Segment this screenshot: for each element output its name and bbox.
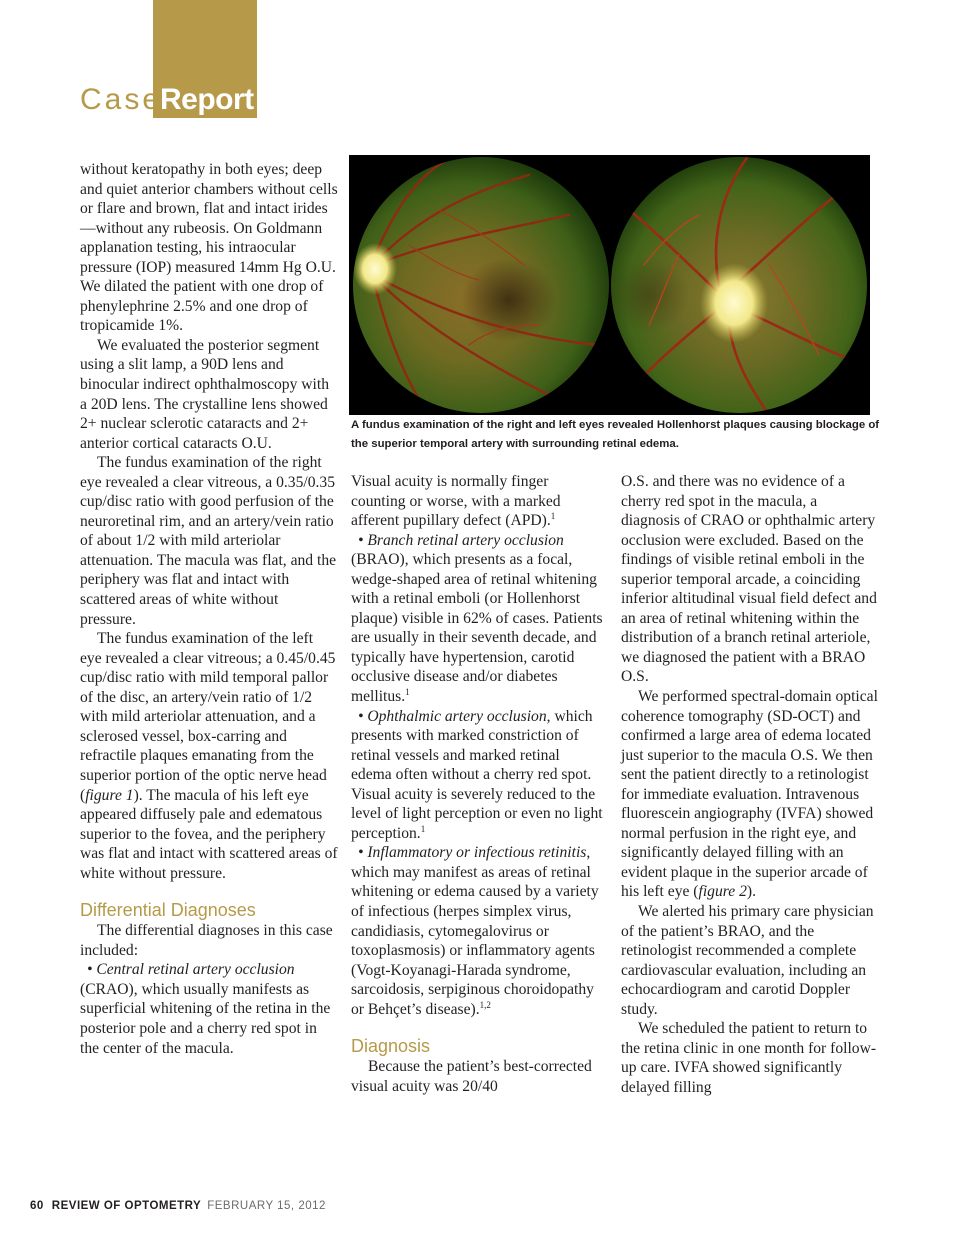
col1-paragraph-3: The fundus examination of the right eye revealed a clear vitreous, a 0.35/0.35 cup/disc ratio with good perfusion of the neuroretinal rim, and an artery/vein ratio of about 1/2 with mild arteriolar attenuation. The macula was flat, and the periphery was flat and intact with scattered areas of white without pressure.	[80, 454, 337, 628]
col2-paragraph-2: Because the patient’s best-corrected visual acuity was 20/40	[351, 1058, 592, 1095]
col3-paragraph-4: We scheduled the patient to return to the retina clinic in one month for follow-up care. IVFA showed significantly delayed filling	[621, 1020, 877, 1096]
bullet-retinitis-title: • Inflammatory or infectious retinitis	[358, 844, 587, 862]
page-number: 60	[30, 1200, 44, 1212]
figure-1-reference: figure 1	[85, 786, 134, 804]
col3-paragraph-1: O.S. and there was no evidence of a cherry red spot in the macula, a diagnosis of CRAO or ophthalmic artery occlusion were excluded. Based on the findings of visible retinal emboli in the superior temporal arcade, a coinciding inferior altitudinal visual field defect and an area of retinal whitening within the distribution of a branch retinal arteriole, we diagnosed the patient with a BRAO O.S.	[621, 473, 877, 686]
header-case-word: Case	[80, 83, 163, 116]
bullet-brao-text: (BRAO), which presents as a focal, wedge-shaped area of retinal whitening with a retinal emboli (or Hollenhorst plaque) visible in 62% of cases. Patients are usually in their seventh decade, and typically have hypertension, carotid occlusive disease and/or diabetes mellitus.	[351, 551, 603, 706]
bullet-retinitis-text: , which may manifest as areas of retinal whitening or edema caused by a variety of infectious (herpes simplex virus, candidiasis, cytomegalovirus or toxoplasmosis) or inflammatory agents (Vogt-Koyanagi-Harada syndrome, sarcoidosis, serpiginous choroidopathy or Behçet’s disease).	[351, 844, 599, 1018]
issue-date: FEBRUARY 15, 2012	[207, 1200, 326, 1212]
bullet-retinitis	[351, 843, 603, 1019]
col3-p2-text-b: ).	[746, 883, 756, 901]
col3-p2-text-a: We performed spectral-domain optical coherence tomography (SD-OCT) and confirmed a large area of edema located just superior to the macula O.S. We then sent the patient directly to a retinologist for immediate evaluation. Intravenous fluorescein angiography (IVFA) showed normal perfusion in the right eye, and significantly delayed filling with an evident plaque in the superior arcade of his left eye (	[621, 688, 878, 901]
heading-differential-diagnoses: Differential Diagnoses	[80, 900, 256, 921]
fundus-photos-image	[349, 155, 870, 415]
bullet-crao-text: (CRAO), which usually manifests as superficial whitening of the retina in the posterior pole and a cherry red spot in the center of the macula.	[80, 980, 331, 1057]
bullet-ophthalmic	[351, 707, 603, 844]
page-footer	[30, 1199, 326, 1213]
bullet-crao	[80, 960, 338, 1058]
column-3	[621, 472, 879, 1098]
bullet-crao-title: • Central retinal artery occlusion	[87, 961, 295, 979]
fundus-figure	[349, 155, 870, 415]
column-2	[351, 472, 603, 1096]
section-header	[80, 78, 254, 118]
citation-1: 1	[550, 511, 556, 522]
col3-paragraph-2	[621, 687, 879, 902]
col2-paragraph-1	[351, 472, 603, 531]
col3-paragraph-3: We alerted his primary care physician of the patient’s BRAO, and the retinologist recommended a complete cardiovascular evaluation, including an echocardiogram and carotid Doppler study.	[621, 903, 874, 1018]
column-1	[80, 160, 338, 1058]
bullet-brao-title: • Branch retinal artery occlusion	[358, 531, 564, 549]
col1-p4-text-a: The fundus examination of the left eye revealed a clear vitreous; a 0.45/0.45 cup/disc ratio with mild temporal pallor of the disc, an artery/vein ratio of 1/2 with mild arteriolar attenuation, and a sclerosed vessel, box-carring and refractile plaques emanating from the superior portion of the optic nerve head (	[80, 630, 336, 804]
col1-paragraph-4	[80, 629, 338, 883]
figure-caption: A fundus examination of the right and left eyes revealed Hollenhorst plaques causing blockage of the superior temporal artery with surrounding retinal edema.	[351, 419, 880, 450]
bullet-ophthalmic-title: • Ophthalmic artery occlusion	[358, 707, 547, 725]
bullet-brao	[351, 531, 603, 707]
citation-2: 1	[405, 687, 410, 698]
bullet-ophthalmic-text: , which presents with marked constriction of retinal vessels and marked retinal edema often without a cherry red spot. Visual acuity is severely reduced to the level of light perception or even no light perception.	[351, 707, 603, 842]
figure-2-reference: figure 2	[698, 883, 747, 901]
col1-paragraph-2: We evaluated the posterior segment using a slit lamp, a 90D lens and binocular indirect ophthalmoscopy with a 20D lens. The crystalline lens showed 2+ nuclear sclerotic cataracts and 2+ anterior cortical cataracts O.U.	[80, 336, 330, 452]
header-report-word: Report	[160, 83, 254, 116]
col2-p1-text: Visual acuity is normally finger counting or worse, with a marked afferent pupillary defect (APD).	[351, 473, 561, 530]
citation-4: 1,2	[479, 999, 491, 1010]
col1-paragraph-5: The differential diagnoses in this case included:	[80, 922, 333, 959]
magazine-name: REVIEW OF OPTOMETRY	[51, 1200, 202, 1212]
citation-3: 1	[420, 823, 426, 834]
col1-p4-text-b: ). The macula of his left eye appeared diffusely pale and edematous superior to the fovea, and the periphery was flat and intact with scattered areas of white without pressure.	[80, 786, 338, 882]
col1-paragraph-1: without keratopathy in both eyes; deep and quiet anterior chambers without cells or flare and brown, flat and intact irides—without any rubeosis. On Goldmann applanation testing, his intraocular pressure (IOP) measured 14mm Hg O.U. We dilated the patient with one drop of phenylephrine 2.5% and one drop of tropicamide 1%.	[80, 161, 338, 335]
heading-diagnosis: Diagnosis	[351, 1036, 431, 1057]
